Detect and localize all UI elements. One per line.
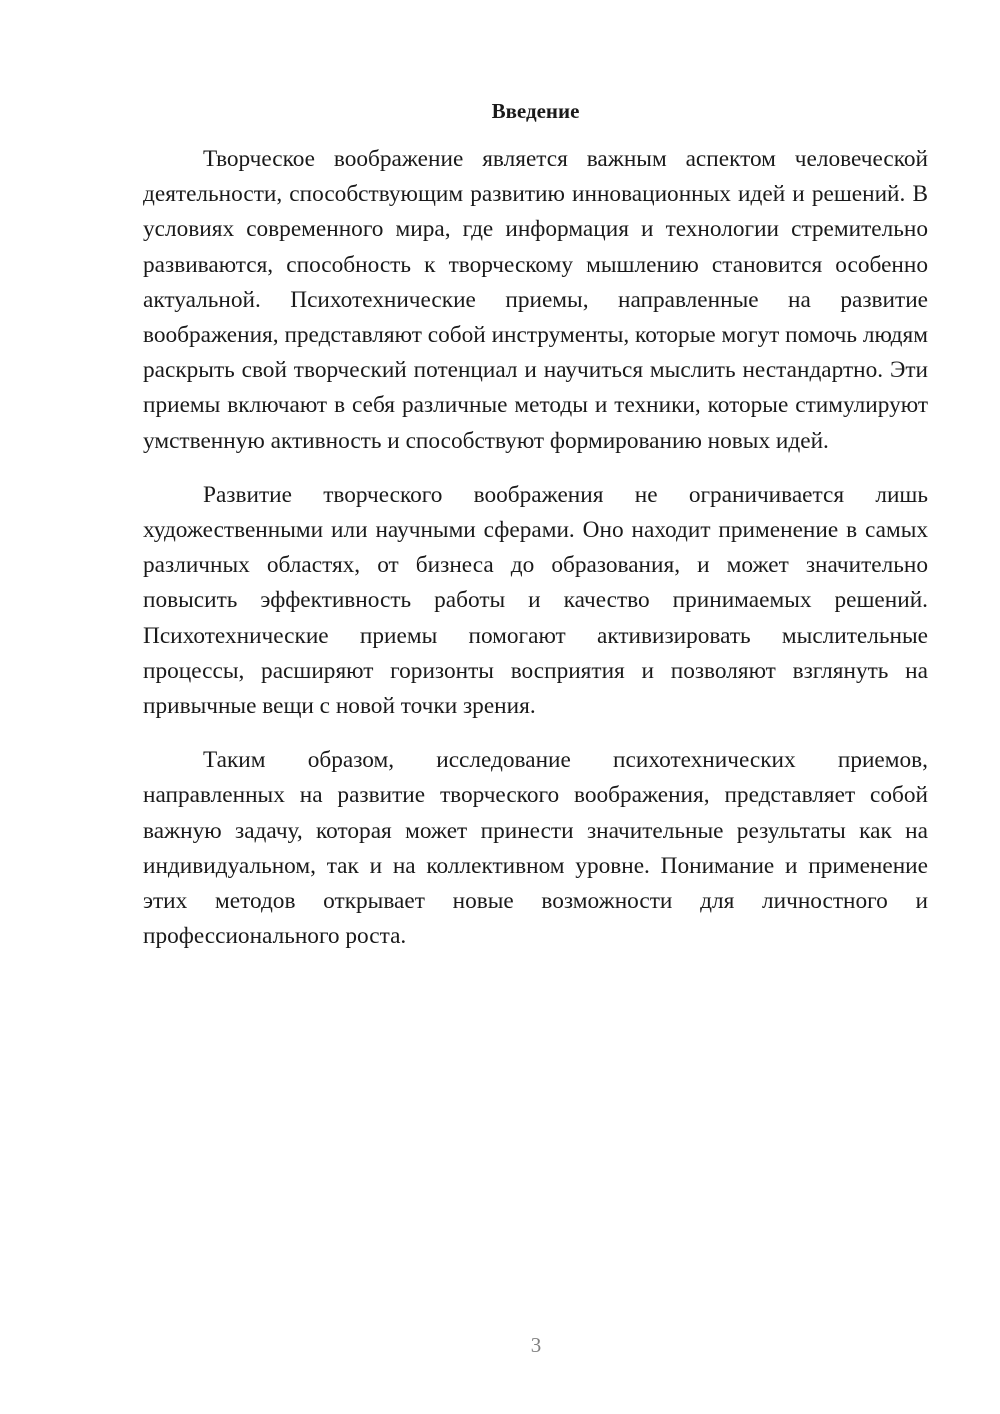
section-heading: Введение bbox=[491, 99, 580, 123]
body-text bbox=[143, 142, 928, 973]
page-number: 3 bbox=[530, 1333, 542, 1357]
paragraph-2: Развитие творческого воображения не ограничивается лишь художественными или научными сферами. Оно находит применение в самых различных областях, от бизнеса до образования, и может значительно повысить эффективность работы и качество принимаемых решений. Психотехнические приемы помогают активизировать мыслительные процессы, расширяют горизонты восприятия и позволяют взглянуть на привычные вещи с новой точки зрения. bbox=[143, 481, 928, 720]
paragraph-1: Творческое воображение является важным аспектом человеческой деятельности, способствующим развитию инновационных идей и решений. В условиях современного мира, где информация и технологии стремительно развиваются, способность к творческому мышлению становится особенно актуальной. Психотехнические приемы, направленные на развитие воображения, представляют собой инструменты, которые могут помочь людям раскрыть свой творческий потенциал и научиться мыслить нестандартно. Эти приемы включают в себя различные методы и техники, которые стимулируют умственную активность и способствуют формированию новых идей. bbox=[143, 146, 928, 454]
paragraph-3: Таким образом, исследование психотехнических приемов, направленных на развитие творческого воображения, представляет собой важную задачу, которая может принести значительные результаты как на индивидуальном, так и на коллективном уровне. Понимание и применение этих методов открывает новые возможности для личностного и профессионального роста. bbox=[143, 747, 928, 950]
